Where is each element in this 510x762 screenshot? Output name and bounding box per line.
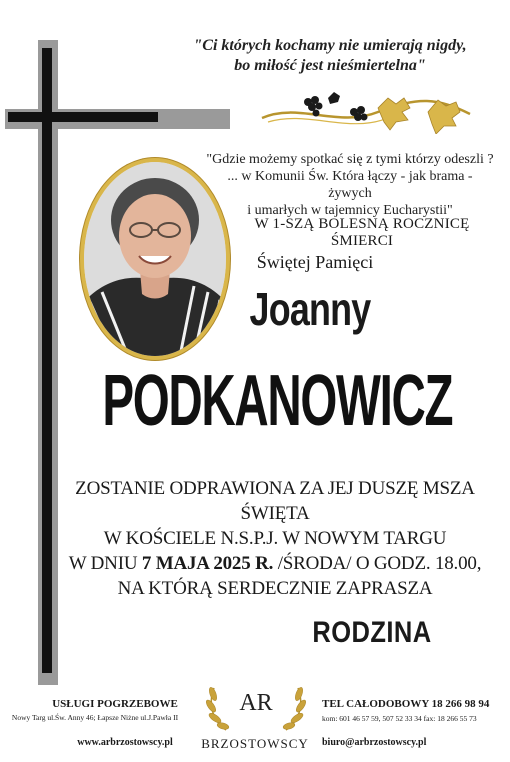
person-portrait-icon bbox=[84, 162, 226, 356]
announcement-line-2: W KOŚCIELE N.S.P.J. W NOWYM TARGU bbox=[103, 528, 447, 549]
announcement-line-3 bbox=[40, 551, 510, 576]
phone-24h: TEL CAŁODOBOWY 18 266 98 94 bbox=[322, 698, 490, 710]
first-name: Joanny bbox=[249, 283, 371, 335]
mass-announcement bbox=[40, 476, 510, 601]
memory-heading: Świętej Pamięci bbox=[256, 252, 374, 272]
surname: PODKANOWICZ bbox=[102, 361, 453, 441]
announcement-line-1: ZOSTANIE ODPRAWIONA ZA JEJ DUSZĘ MSZA ŚWIĘTA bbox=[75, 478, 475, 524]
grapevine-ornament-icon bbox=[258, 88, 474, 134]
website-link[interactable]: www.arbrzostowscy.pl bbox=[77, 737, 173, 748]
scripture-quote bbox=[205, 151, 495, 219]
quote-line-3: i umarłych w tajemnicy Eucharystii" bbox=[247, 203, 453, 218]
anniversary-heading: W 1-SZĄ BOLESNĄ ROCZNICĘ ŚMIERCI bbox=[254, 216, 470, 249]
motto-line-2: bo miłość jest nieśmiertelna" bbox=[234, 57, 426, 74]
motto bbox=[150, 36, 510, 76]
quote-line-1: "Gdzie możemy spotkać się z tymi którzy odeszli ? bbox=[206, 152, 494, 167]
mass-date: 7 MAJA 2025 R. bbox=[141, 553, 274, 574]
logo-name: BRZOSTOWSCY bbox=[201, 736, 309, 751]
quote-line-2: ... w Komunii Św. Która łączy - jak brama - żywych bbox=[227, 169, 473, 201]
motto-line-1: "Ci których kochamy nie umierają nigdy, bbox=[193, 37, 467, 54]
logo-initials: AR bbox=[239, 690, 273, 716]
funeral-services-title: USŁUGI POGRZEBOWE bbox=[52, 698, 178, 710]
funeral-services-address: Nowy Targ ul.Św. Anny 46; Łapsze Niżne ul.J.Pawła II bbox=[11, 713, 179, 722]
family-signature: RODZINA bbox=[312, 616, 432, 649]
announcement-line-4: NA KTÓRĄ SERDECZNIE ZAPRASZA bbox=[117, 578, 433, 599]
mobile-fax-numbers: kom: 601 46 57 59, 507 52 33 34 fax: 18 266 55 73 bbox=[322, 714, 477, 723]
email-link[interactable]: biuro@arbrzostowscy.pl bbox=[322, 737, 427, 748]
portrait-photo bbox=[80, 158, 230, 360]
date-prefix: W DNIU bbox=[68, 553, 142, 574]
cross-horizontal-beam bbox=[8, 112, 158, 122]
date-suffix: /ŚRODA/ O GODZ. 18.00, bbox=[273, 553, 482, 574]
